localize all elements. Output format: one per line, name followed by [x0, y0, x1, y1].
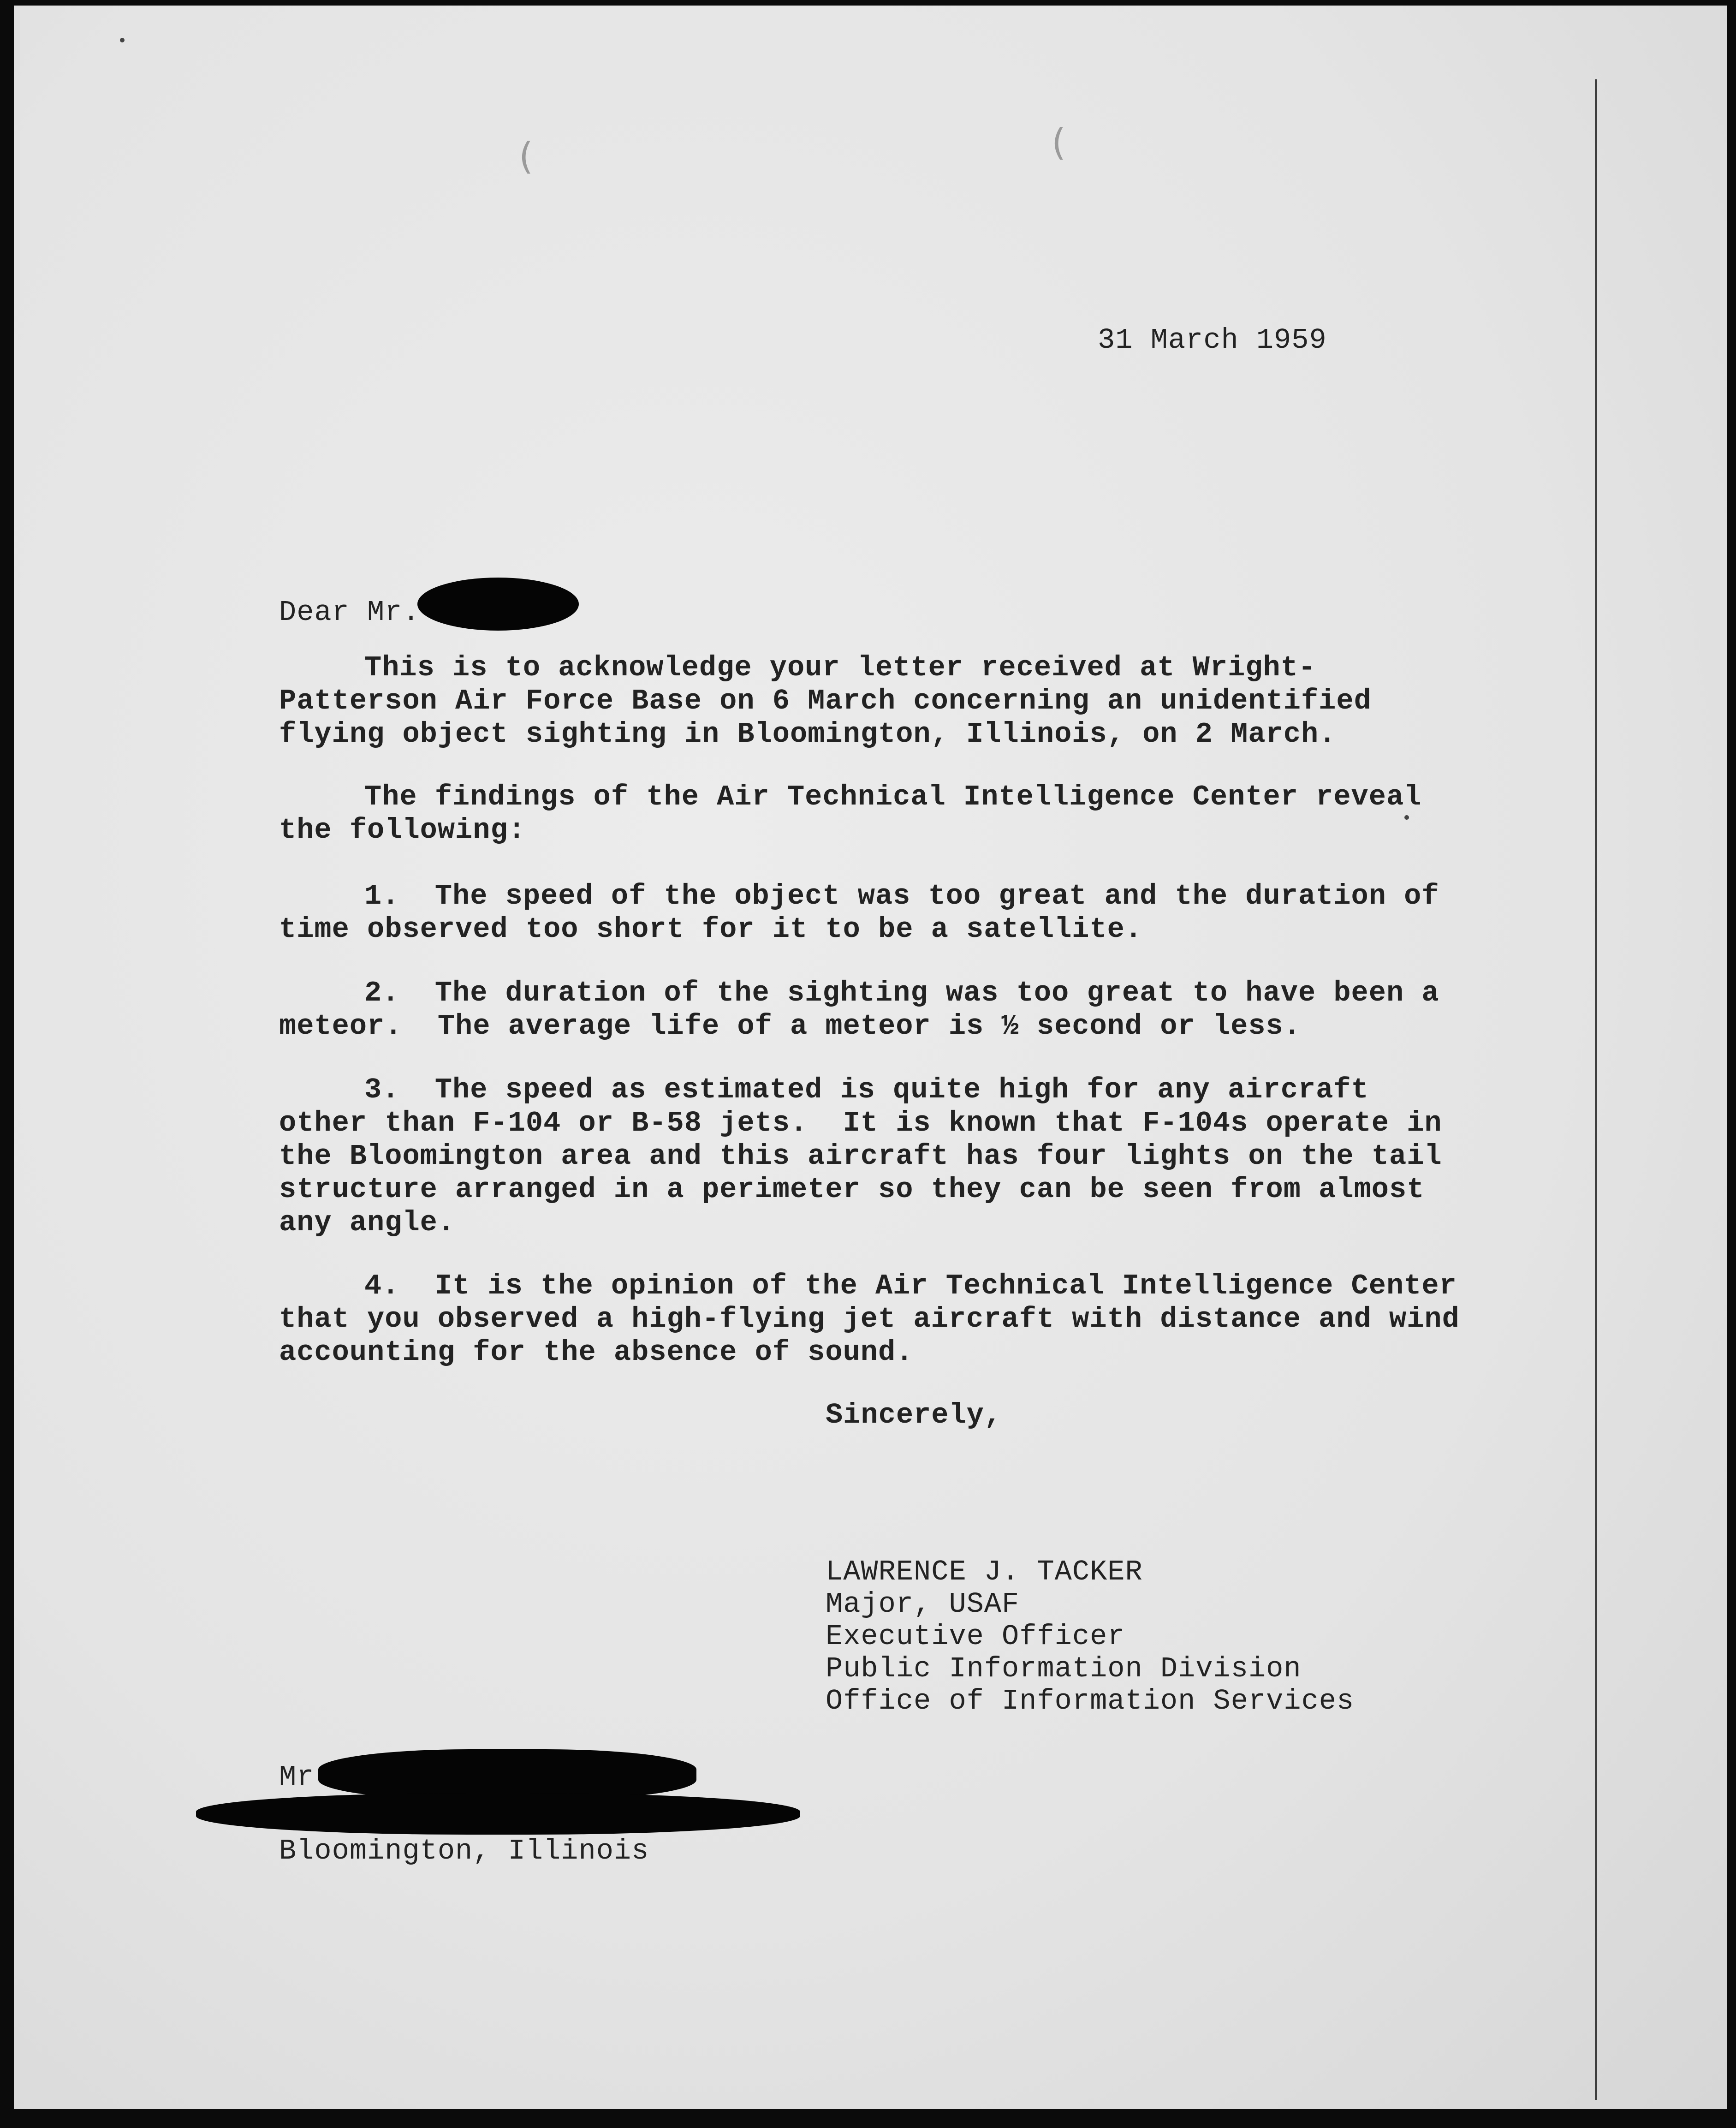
closing: Sincerely, — [826, 1399, 1002, 1431]
paragraph-line: Patterson Air Force Base on 6 March concerning an unidentified — [279, 685, 1372, 717]
letter-date: 31 March 1959 — [1098, 324, 1327, 357]
paragraph-line: the following: — [279, 814, 526, 846]
speck — [120, 38, 125, 42]
paragraph-line: structure arranged in a perimeter so they can be seen from almost — [279, 1173, 1425, 1206]
paragraph-line: 3. The speed as estimated is quite high for any aircraft — [364, 1073, 1369, 1106]
paragraph-line: flying object sighting in Bloomington, Illinois, on 2 March. — [279, 718, 1337, 751]
signature-name: LAWRENCE J. TACKER — [826, 1556, 1143, 1588]
redaction-mark — [318, 1749, 696, 1800]
address-city: Bloomington, Illinois — [279, 1835, 649, 1867]
signature-line: Executive Officer — [826, 1620, 1125, 1653]
signature-line: Office of Information Services — [826, 1685, 1355, 1717]
paren-mark: ( — [1052, 121, 1066, 164]
redaction-mark — [196, 1793, 800, 1835]
paragraph-line: time observed too short for it to be a satellite. — [279, 913, 1143, 946]
address-prefix: Mr — [279, 1761, 315, 1794]
speck — [1404, 815, 1409, 820]
paragraph-line: accounting for the absence of sound. — [279, 1336, 914, 1369]
paragraph-line: the Bloomington area and this aircraft has four lights on the tail — [279, 1140, 1442, 1173]
page-edge-line — [1595, 79, 1597, 2100]
paragraph-line: This is to acknowledge your letter received at Wright- — [364, 651, 1316, 684]
paragraph-line: any angle. — [279, 1206, 456, 1239]
paragraph-line: 1. The speed of the object was too great and the duration of — [364, 880, 1439, 912]
paragraph-line: The findings of the Air Technical Intelligence Center reveal — [364, 781, 1422, 813]
letter-page — [14, 6, 1727, 2109]
paragraph-line: meteor. The average life of a meteor is ½ second or less. — [279, 1010, 1301, 1043]
paragraph-line: 4. It is the opinion of the Air Technical Intelligence Center — [364, 1270, 1457, 1302]
paragraph-line: 2. The duration of the sighting was too great to have been a — [364, 977, 1439, 1009]
signature-line: Major, USAF — [826, 1588, 1020, 1621]
salutation: Dear Mr. — [279, 596, 420, 629]
signature-line: Public Information Division — [826, 1652, 1302, 1685]
paragraph-line: that you observed a high-flying jet aircraft with distance and wind — [279, 1303, 1460, 1335]
redaction-mark — [417, 578, 579, 631]
paragraph-line: other than F-104 or B-58 jets. It is known that F-104s operate in — [279, 1107, 1442, 1139]
paren-mark: ( — [519, 135, 534, 178]
